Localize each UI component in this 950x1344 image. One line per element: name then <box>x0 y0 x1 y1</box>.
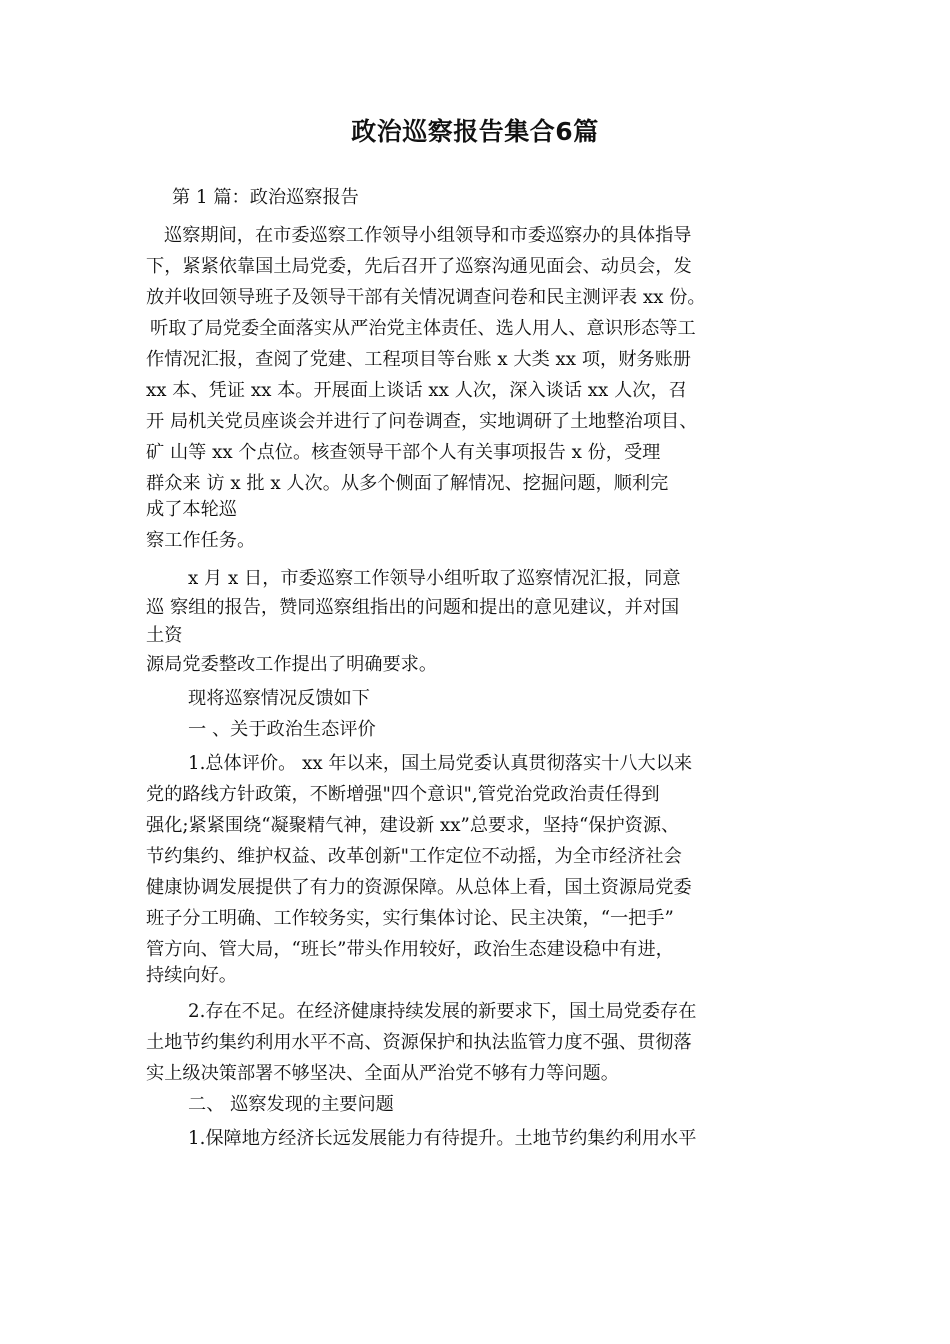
article-heading: 第 1 篇：政治巡察报告 <box>172 187 359 208</box>
paragraph-line: 群众来 访 x 批 x 人次。从多个侧面了解情况、挖掘问题，顺利完 <box>146 473 669 494</box>
paragraph-line: 察工作任务。 <box>146 530 256 551</box>
paragraph-line: 持续向好。 <box>146 965 237 986</box>
paragraph-line: 强化;紧紧围绕“凝聚精气神，建设新 xx”总要求，坚持“保护资源、 <box>146 815 680 836</box>
paragraph-line: 巡 察组的报告，赞同巡察组指出的问题和提出的意见建议，并对国 <box>146 597 680 618</box>
paragraph-line: 节约集约、维护权益、改革创新"工作定位不动摇，为全市经济社会 <box>146 846 682 867</box>
paragraph-line: 矿 山等 xx 个点位。核查领导干部个人有关事项报告 x 份，受理 <box>146 442 661 463</box>
paragraph-line: 听取了局党委全面落实从严治党主体责任、选人用人、意识形态等工 <box>150 318 696 339</box>
paragraph-line: 1.保障地方经济长远发展能力有待提升。土地节约集约利用水平 <box>188 1128 697 1149</box>
section-heading: 二、 巡察发现的主要问题 <box>188 1094 394 1115</box>
paragraph-line: 班子分工明确、工作较务实，实行集体讨论、民主决策，“一把手” <box>146 908 674 929</box>
paragraph-line: 源局党委整改工作提出了明确要求。 <box>146 654 438 675</box>
section-heading: 一 、关于政治生态评价 <box>188 719 376 740</box>
paragraph-line: 开 局机关党员座谈会并进行了问卷调查，实地调研了土地整治项目、 <box>146 411 698 432</box>
paragraph-line: 健康协调发展提供了有力的资源保障。从总体上看，国土资源局党委 <box>146 877 692 898</box>
paragraph-line: 作情况汇报，查阅了党建、工程项目等台账 x 大类 xx 项，财务账册 <box>146 349 691 370</box>
paragraph-line: 放并收回领导班子及领导干部有关情况调查问卷和民主测评表 xx 份。 <box>146 287 706 308</box>
paragraph-line: 现将巡察情况反馈如下 <box>188 688 370 709</box>
paragraph-line: 土地节约集约利用水平不高、资源保护和执法监管力度不强、贯彻落 <box>146 1032 692 1053</box>
paragraph-line: 土资 <box>146 625 183 646</box>
paragraph-line: 管方向、管大局，“班长”带头作用较好，政治生态建设稳中有进， <box>146 939 674 960</box>
paragraph-line: 1.总体评价。 xx 年以来，国土局党委认真贯彻落实十八大以来 <box>188 753 693 774</box>
paragraph-line: 下，紧紧依靠国土局党委，先后召开了巡察沟通见面会、动员会，发 <box>146 256 692 277</box>
paragraph-line: xx 本、凭证 xx 本。开展面上谈话 xx 人次，深入谈话 xx 人次，召 <box>146 380 687 401</box>
paragraph-line: 党的路线方针政策，不断增强"四个意识",管党治党政治责任得到 <box>146 784 660 805</box>
paragraph-line: 2.存在不足。在经济健康持续发展的新要求下，国土局党委存在 <box>188 1001 697 1022</box>
paragraph-line: 成了本轮巡 <box>146 499 237 520</box>
paragraph-line: x 月 x 日，市委巡察工作领导小组听取了巡察情况汇报，同意 <box>188 568 681 589</box>
document-title: 政治巡察报告集合6篇 <box>351 117 599 146</box>
paragraph-line: 实上级决策部署不够坚决、全面从严治党不够有力等问题。 <box>146 1063 619 1084</box>
paragraph-line: 巡察期间，在市委巡察工作领导小组领导和市委巡察办的具体指导 <box>164 225 692 246</box>
